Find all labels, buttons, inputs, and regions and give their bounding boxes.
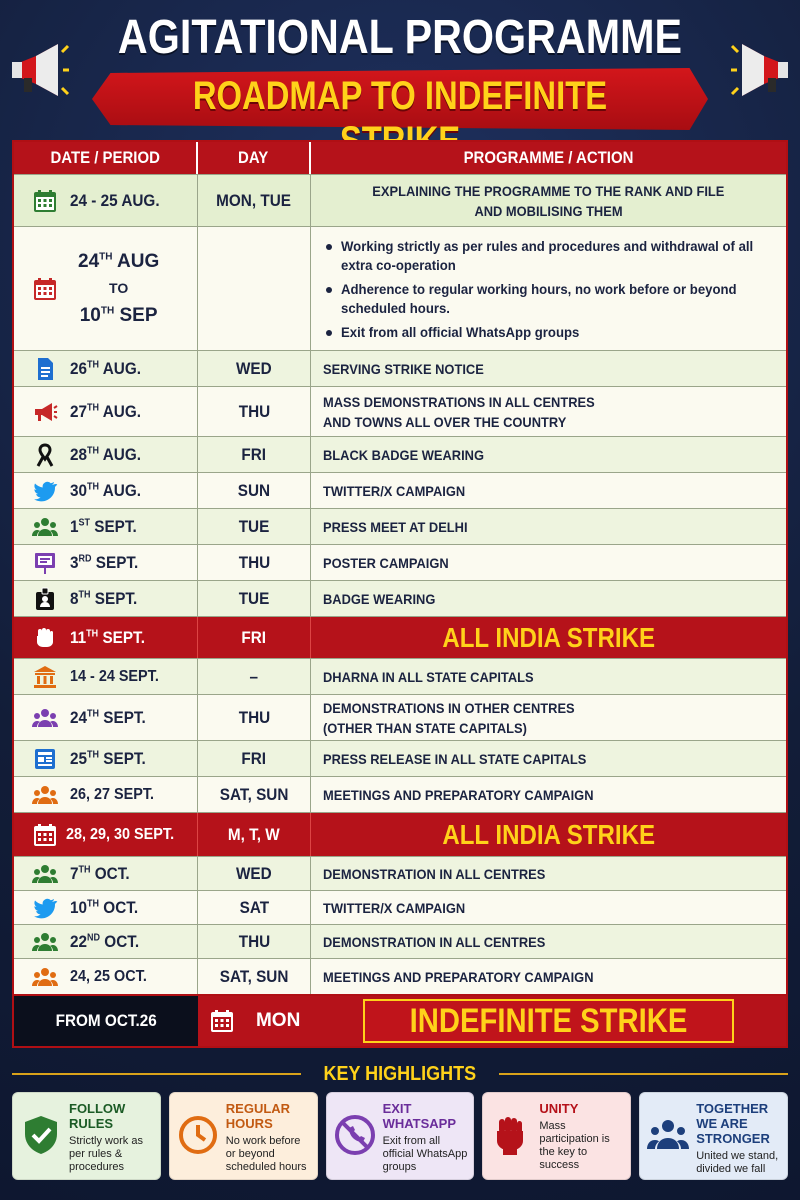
calendar-icon — [32, 822, 58, 848]
row-action-line2: (OTHER THAN STATE CAPITALS) — [323, 719, 527, 736]
calendar-icon — [209, 1008, 235, 1034]
document-icon — [32, 356, 58, 382]
row-action: DEMONSTRATION IN ALL CENTRES — [323, 865, 546, 882]
table-row: 27TH AUG. THU MASS DEMONSTRATIONS IN ALL CENTRES AND TOWNS ALL OVER THE COUNTRY — [14, 386, 786, 436]
card-title: UNITY — [539, 1101, 579, 1116]
card-description: Strictly work as per rules & procedures — [69, 1135, 143, 1173]
table-row: 14 - 24 SEPT. – DHARNA IN ALL STATE CAPITALS — [14, 658, 786, 694]
row-action: POSTER CAMPAIGN — [323, 554, 449, 571]
twitter-icon — [32, 895, 58, 921]
group-icon — [32, 964, 58, 990]
header — [0, 0, 800, 132]
list-item: Working strictly as per rules and procedures and withdrawal of all extra co-operation — [323, 237, 786, 275]
group-icon — [32, 514, 58, 540]
group-icon — [32, 861, 58, 887]
news-icon — [32, 746, 58, 772]
table-row: 8TH SEPT. TUE BADGE WEARING — [14, 580, 786, 616]
highlight-card-regular-hours — [169, 1092, 318, 1180]
page-subtitle: ROADMAP TO INDEFINITE — [192, 74, 608, 118]
clock-icon — [176, 1113, 220, 1157]
row-action: TWITTER/X CAMPAIGN — [323, 899, 466, 916]
row-action: MEETINGS AND PREPARATORY CAMPAIGN — [323, 786, 594, 803]
table-row: 28TH AUG. FRI BLACK BADGE WEARING — [14, 436, 786, 472]
table-row — [14, 226, 786, 350]
highlight-card-unity — [482, 1092, 631, 1180]
ribbon-icon — [32, 442, 58, 468]
indefinite-strike-banner — [363, 999, 734, 1043]
fist-icon — [489, 1113, 533, 1157]
list-item: Exit from all official WhatsApp groups — [323, 323, 786, 342]
card-description: No work before or beyond scheduled hours — [225, 1135, 307, 1173]
group-icon — [646, 1113, 690, 1157]
strike-label: ALL INDIA STRIKE — [442, 818, 655, 850]
twitter-icon — [32, 478, 58, 504]
row-action: SERVING STRIKE NOTICE — [323, 360, 484, 377]
group-icon — [32, 929, 58, 955]
indefinite-strike-label: INDEFINITE STRIKE — [409, 1001, 688, 1040]
shield-check-icon — [19, 1113, 63, 1157]
megaphone-icon — [32, 399, 58, 425]
calendar-icon — [32, 276, 58, 302]
row-action: MASS DEMONSTRATIONS IN ALL CENTRES — [323, 393, 595, 410]
card-title: EXIT WHATSAPP — [382, 1101, 457, 1131]
table-row: 22ND OCT. THU DEMONSTRATION IN ALL CENTRES — [14, 924, 786, 958]
key-highlights — [12, 1092, 788, 1180]
no-whatsapp-icon — [333, 1113, 377, 1157]
list-item: Adherence to regular working hours, no work before or beyond scheduled hours. — [323, 280, 786, 318]
table-row: 24TH SEPT. THU DEMONSTRATIONS IN OTHER CENTRES (OTHER THAN STATE CAPITALS) — [14, 694, 786, 740]
table-row: 24, 25 OCT. SAT, SUN MEETINGS AND PREPARATORY CAMPAIGN — [14, 958, 786, 994]
table-row: 30TH AUG. SUN TWITTER/X CAMPAIGN — [14, 472, 786, 508]
row-action: PRESS MEET AT DELHI — [323, 518, 468, 535]
programme-table — [12, 140, 788, 1048]
table-row: 25TH SEPT. FRI PRESS RELEASE IN ALL STATE CAPITALS — [14, 740, 786, 776]
poster-icon — [32, 550, 58, 576]
key-highlights-heading — [12, 1060, 788, 1088]
column-header-action: PROGRAMME / ACTION — [463, 148, 634, 167]
final-date: FROM OCT.26 — [55, 1011, 157, 1030]
divider — [12, 1073, 301, 1075]
table-row: 10TH OCT. SAT TWITTER/X CAMPAIGN — [14, 890, 786, 924]
card-description: United we stand, divided we fall — [696, 1150, 779, 1175]
table-row: 26TH AUG. WED SERVING STRIKE NOTICE — [14, 350, 786, 386]
key-highlights-title: KEY HIGHLIGHTS — [323, 1062, 477, 1085]
table-row: 3RD SEPT. THU POSTER CAMPAIGN — [14, 544, 786, 580]
table-row-final — [14, 994, 786, 1046]
row-action-line2: AND TOWNS ALL OVER THE COUNTRY — [323, 413, 567, 430]
group-icon — [32, 782, 58, 808]
card-title: FOLLOW RULES — [69, 1101, 126, 1131]
megaphone-icon — [730, 38, 794, 102]
row-action: DHARNA IN ALL STATE CAPITALS — [323, 668, 534, 685]
row-date: 24 - 25 AUG. — [70, 190, 160, 210]
card-title: REGULAR HOURS — [225, 1101, 291, 1131]
calendar-icon — [32, 188, 58, 214]
table-row — [14, 174, 786, 226]
building-icon — [32, 664, 58, 690]
highlight-card-exit-whatsapp — [326, 1092, 475, 1180]
table-header — [14, 142, 786, 174]
highlight-card-together — [639, 1092, 788, 1180]
row-action: MEETINGS AND PREPARATORY CAMPAIGN — [323, 968, 594, 985]
row-action: BADGE WEARING — [323, 590, 436, 607]
row-action: TWITTER/X CAMPAIGN — [323, 482, 466, 499]
strike-label: ALL INDIA STRIKE — [442, 621, 655, 653]
column-header-day: DAY — [198, 142, 311, 174]
row-action: DEMONSTRATIONS IN OTHER CENTRES — [323, 699, 575, 716]
final-day: MON — [255, 1010, 301, 1031]
column-header-date: DATE / PERIOD — [14, 142, 198, 174]
group-icon — [32, 705, 58, 731]
table-row-strike: 28, 29, 30 SEPT. M, T, W ALL INDIA STRIKE — [14, 812, 786, 856]
table-row-strike: 11TH SEPT. FRI ALL INDIA STRIKE — [14, 616, 786, 658]
row-date-range: 24TH AUG TO 10TH SEP — [78, 251, 160, 326]
card-description: Exit from all official WhatsApp groups — [382, 1135, 468, 1173]
row-action: DEMONSTRATION IN ALL CENTRES — [323, 933, 546, 950]
badge-icon — [32, 586, 58, 612]
divider — [499, 1073, 788, 1075]
action-bullet-list — [323, 237, 786, 347]
row-action-line2: AND MOBILISING THEM — [474, 202, 623, 219]
fist-icon — [32, 625, 58, 651]
table-row: 26, 27 SEPT. SAT, SUN MEETINGS AND PREPARATORY CAMPAIGN — [14, 776, 786, 812]
row-action: PRESS RELEASE IN ALL STATE CAPITALS — [323, 750, 587, 767]
page-title: AGITATIONAL PROGRAMME — [117, 11, 683, 64]
table-row: 1ST SEPT. TUE PRESS MEET AT DELHI — [14, 508, 786, 544]
table-row: 7TH OCT. WED DEMONSTRATION IN ALL CENTRES — [14, 856, 786, 890]
highlight-card-follow-rules — [12, 1092, 161, 1180]
row-action: BLACK BADGE WEARING — [323, 446, 484, 463]
row-action: EXPLAINING THE PROGRAMME TO THE RANK AND FILE — [372, 182, 725, 199]
row-day: MON, TUE — [216, 190, 292, 210]
card-description: Mass participation is the key to success — [539, 1120, 610, 1171]
card-title: TOGETHER WE ARE STRONGER — [696, 1101, 770, 1146]
